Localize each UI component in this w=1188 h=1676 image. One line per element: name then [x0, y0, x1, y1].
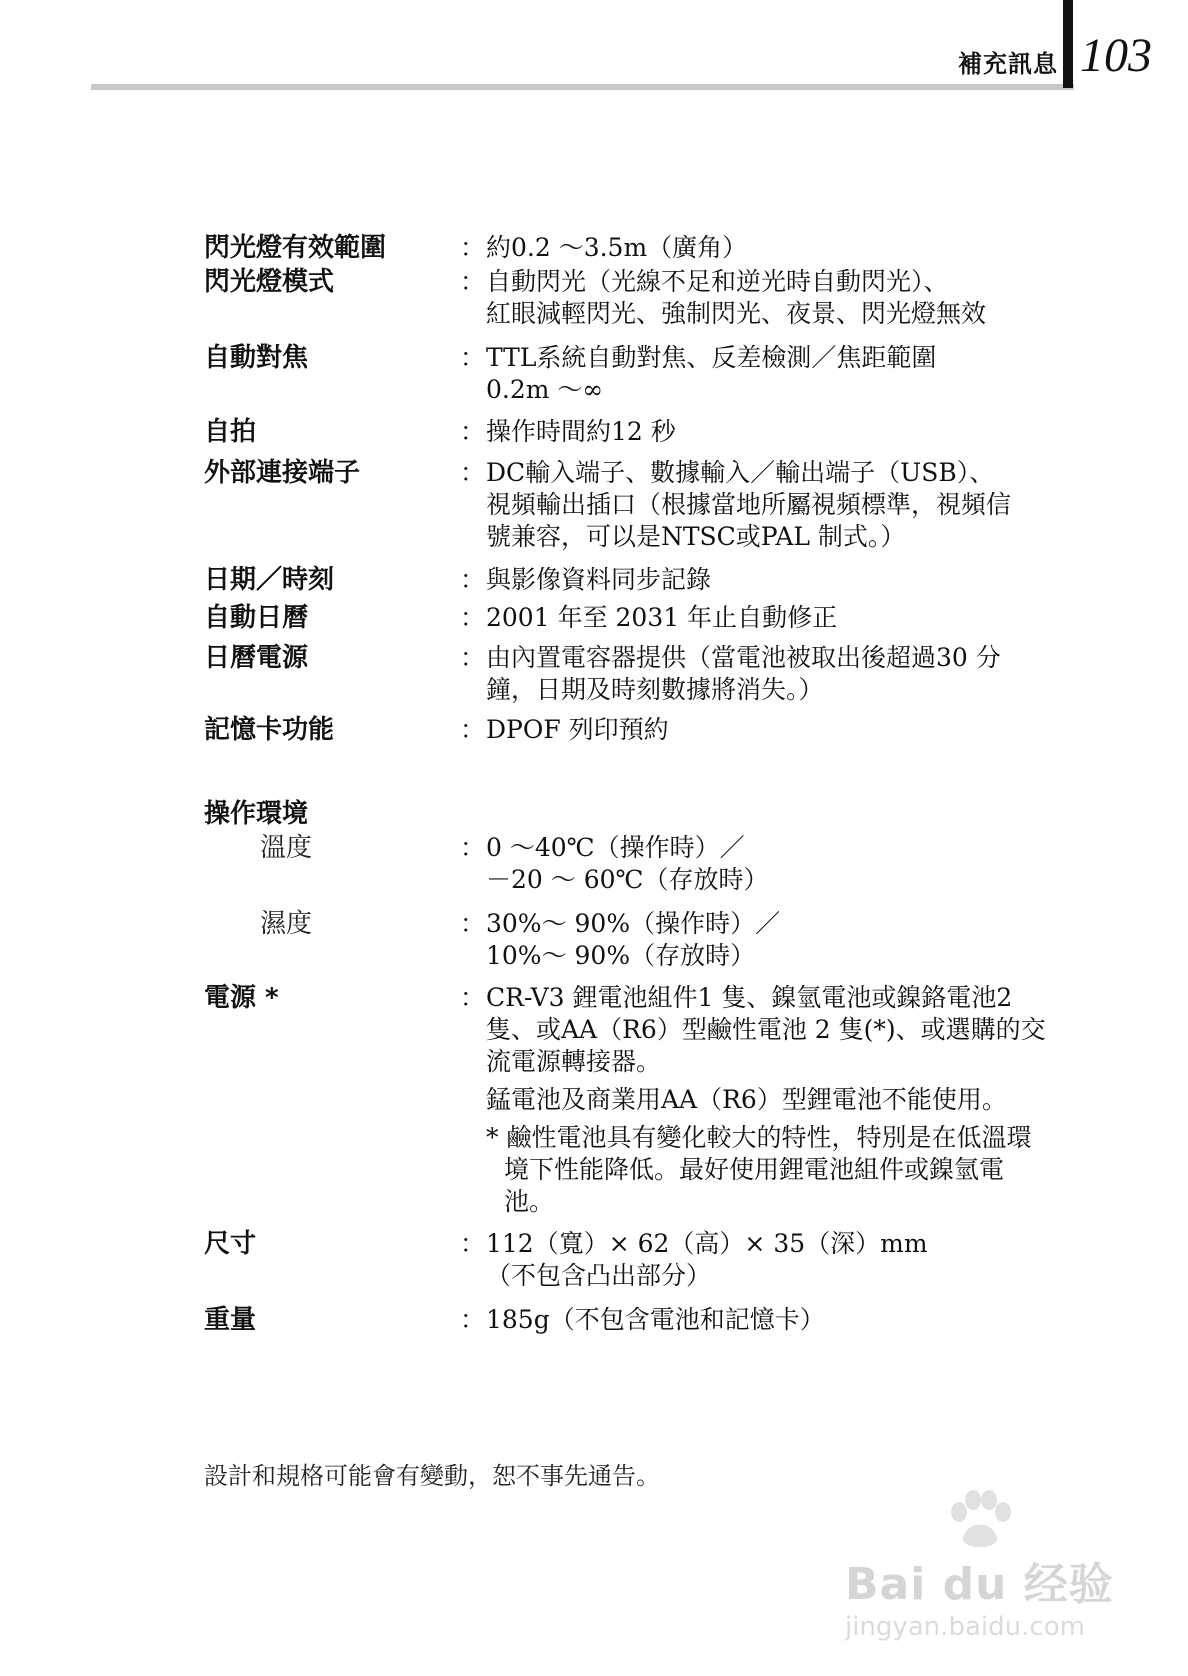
- spec-value: [486, 832, 1086, 896]
- spec-value: [486, 1228, 1086, 1292]
- spec-line: 0 ～40℃（操作時）／: [486, 833, 745, 862]
- spec-value: [486, 342, 1086, 406]
- spec-value: [486, 642, 1086, 706]
- spec-line: 0.2m ～∞: [486, 375, 604, 404]
- section-title: 補充訊息: [958, 50, 1058, 78]
- spec-label: 日曆電源: [204, 643, 309, 673]
- spec-extra-note: 錳電池及商業用AA（R6）型鋰電池不能使用。: [486, 1085, 1007, 1114]
- footer-note: 設計和規格可能會有變動，恕不事先通告。: [204, 1462, 660, 1490]
- spec-line: 隻、或AA（R6）型鹼性電池 2 隻(*)、或選購的交: [486, 1015, 1046, 1044]
- spec-line: 112（寬）× 62（高）× 35（深）mm: [486, 1229, 928, 1258]
- spec-value: [486, 416, 1086, 448]
- spec-value: [486, 602, 1086, 634]
- spec-sublabel: 溫度: [260, 833, 313, 863]
- colon: ：: [460, 643, 486, 672]
- spec-footnote: 池。: [504, 1187, 555, 1216]
- spec-label: 閃光燈有效範圍: [204, 233, 387, 263]
- spec-line: 10%～ 90%（存放時）: [486, 941, 756, 970]
- spec-line: 紅眼減輕閃光、強制閃光、夜景、閃光燈無效: [486, 299, 987, 328]
- spec-line: －20 ～ 60℃（存放時）: [486, 865, 769, 894]
- colon: ：: [460, 458, 486, 487]
- spec-value: [486, 908, 1086, 972]
- spec-label: 重量: [204, 1305, 257, 1335]
- header-bar: [1063, 0, 1073, 88]
- spec-label: 自動日曆: [204, 603, 309, 633]
- spec-line: （不包含凸出部分）: [486, 1261, 712, 1290]
- spec-line: 由內置電容器提供（當電池被取出後超過30 分: [486, 643, 1001, 672]
- colon: ：: [460, 267, 486, 296]
- spec-line: 約0.2 ～3.5m（廣角）: [486, 233, 748, 262]
- spec-line: 30%～ 90%（操作時）／: [486, 909, 781, 938]
- spec-value: [486, 457, 1086, 553]
- spec-line: 號兼容，可以是NTSC或PAL 制式。）: [486, 522, 906, 551]
- spec-footnote: * 鹼性電池具有變化較大的特性，特別是在低溫環: [486, 1123, 1032, 1152]
- spec-label: 尺寸: [204, 1229, 257, 1259]
- colon: ：: [460, 343, 486, 372]
- colon: ：: [460, 417, 486, 446]
- spec-line: 自動閃光（光線不足和逆光時自動閃光）、: [486, 267, 949, 296]
- watermark-url: jingyan.baidu.com: [845, 1612, 1085, 1642]
- spec-line: 鐘，日期及時刻數據將消失。）: [486, 675, 824, 704]
- watermark: [845, 1490, 1145, 1660]
- spec-value: [486, 1304, 1086, 1336]
- spec-value: [486, 982, 1086, 1218]
- spec-label: 閃光燈模式: [204, 267, 335, 297]
- spec-line: 185g（不包含電池和記憶卡）: [486, 1305, 825, 1334]
- spec-sublabel: 濕度: [260, 909, 313, 939]
- spec-label: 電源 *: [204, 983, 279, 1013]
- colon: ：: [460, 565, 486, 594]
- paw-icon: [945, 1490, 1015, 1554]
- spec-line: CR-V3 鋰電池組件1 隻、鎳氫電池或鎳鉻電池2: [486, 983, 1013, 1012]
- watermark-brand: Bai du 经验: [845, 1559, 1114, 1610]
- spec-value: [486, 564, 1086, 596]
- spec-label: 記憶卡功能: [204, 715, 335, 745]
- spec-line: 流電源轉接器。: [486, 1047, 662, 1076]
- colon: ：: [460, 833, 486, 862]
- header-rule: [91, 84, 1074, 90]
- spec-line: DPOF 列印預約: [486, 715, 669, 744]
- spec-line: 2001 年至 2031 年止自動修正: [486, 603, 838, 632]
- spec-footnote: 境下性能降低。最好使用鋰電池組件或鎳氫電: [504, 1155, 1005, 1184]
- colon: ：: [460, 603, 486, 632]
- spec-label: 日期／時刻: [204, 565, 335, 595]
- spec-line: TTL系統自動對焦、反差檢測／焦距範圍: [486, 343, 937, 372]
- colon: ：: [460, 909, 486, 938]
- colon: ：: [460, 233, 486, 262]
- spec-line: DC輸入端子、數據輸入／輸出端子（USB）、: [486, 458, 995, 487]
- colon: ：: [460, 983, 486, 1012]
- spec-label: 外部連接端子: [204, 458, 361, 488]
- spec-label: 自拍: [204, 417, 257, 447]
- spec-value: [486, 714, 1086, 746]
- colon: ：: [460, 715, 486, 744]
- spec-value: [486, 232, 1086, 264]
- spec-line: 與影像資料同步記錄: [486, 565, 712, 594]
- spec-line: 視頻輸出插口（根據當地所屬視頻標準，視頻信: [486, 490, 1012, 519]
- spec-line: 操作時間約12 秒: [486, 417, 676, 446]
- spec-value: [486, 266, 1086, 330]
- spec-label: 操作環境: [204, 799, 309, 829]
- page-number: 103: [1080, 29, 1152, 82]
- colon: ：: [460, 1229, 486, 1258]
- colon: ：: [460, 1305, 486, 1334]
- spec-label: 自動對焦: [204, 343, 309, 373]
